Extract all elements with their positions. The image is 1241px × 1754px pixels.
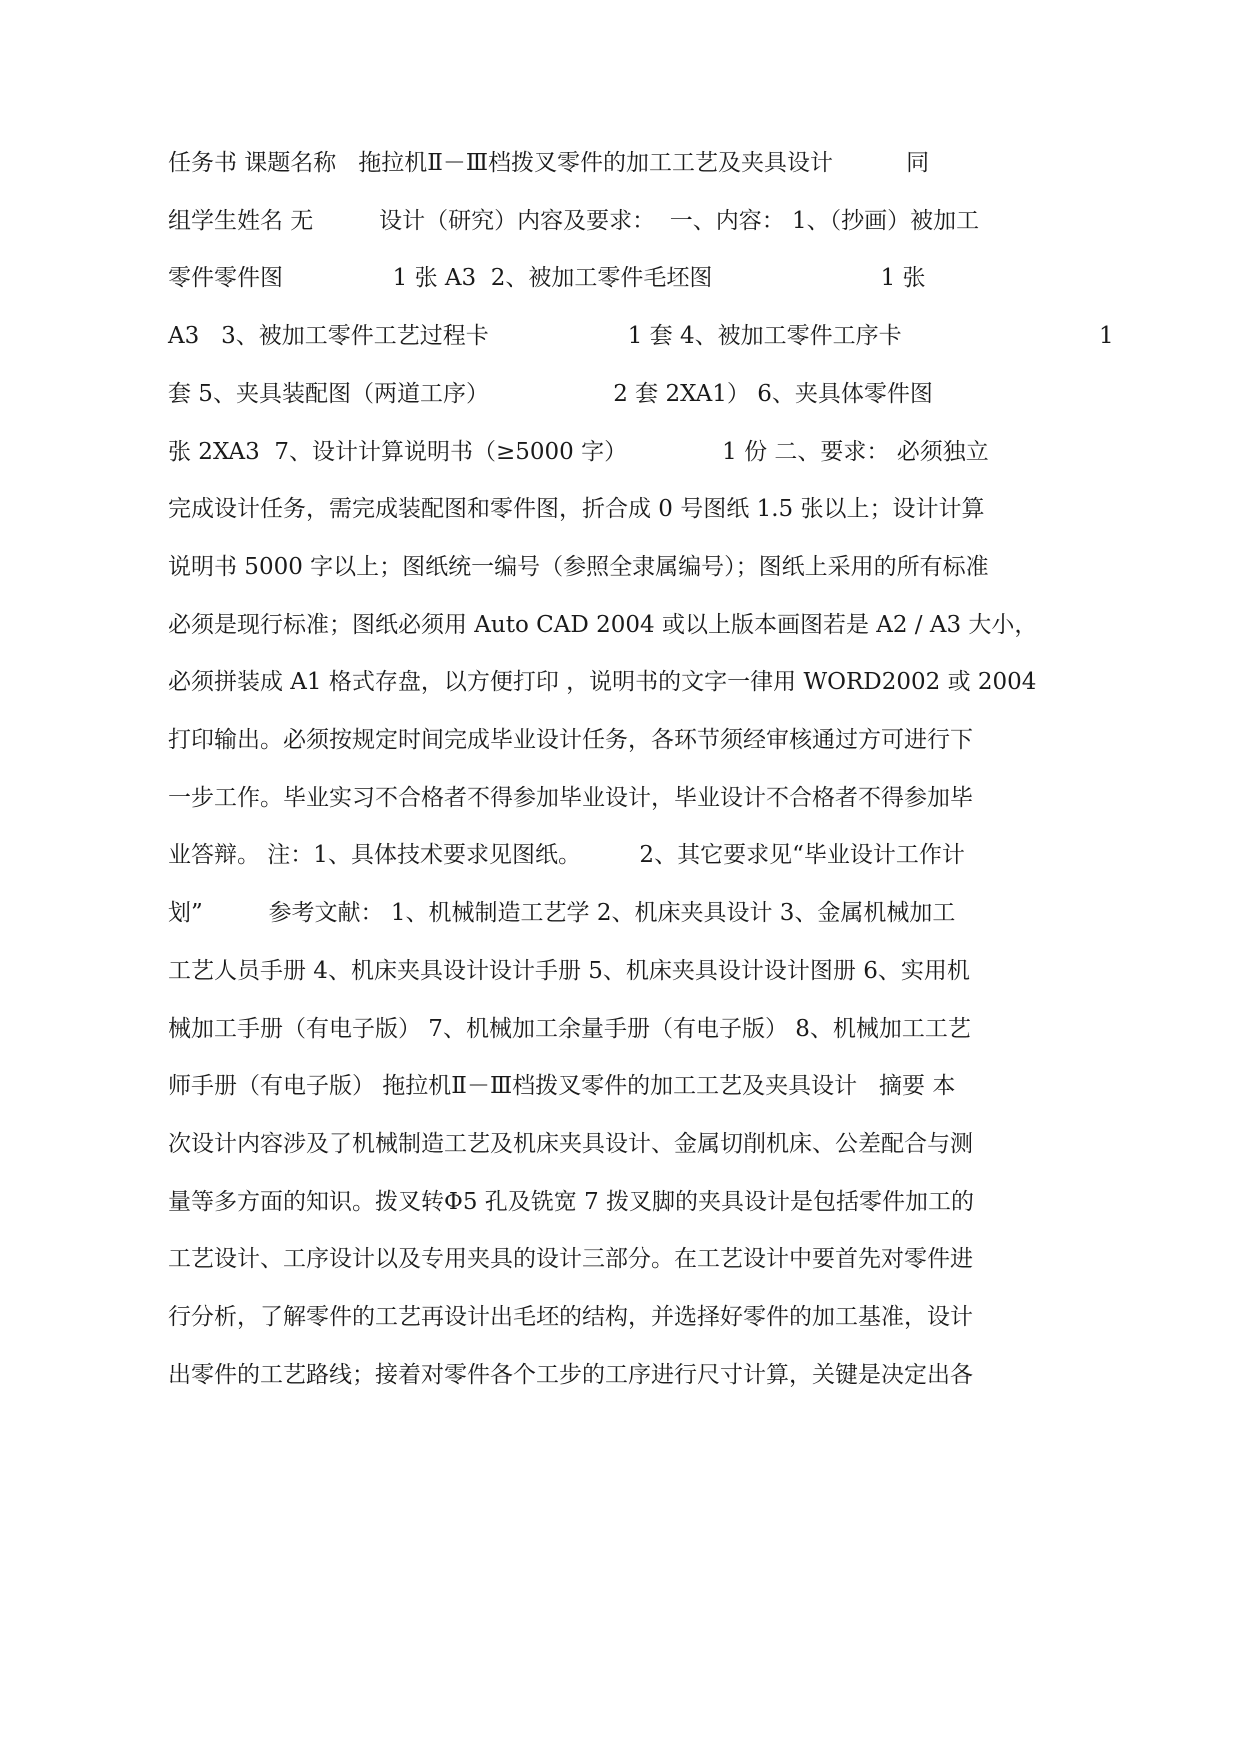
text-line: 必须拼装成 A1 格式存盘，以方便打印 ，说明书的文字一律用 WORD2002 或 2004 (168, 669, 1037, 696)
text-line: 业答辩。 注：1、具体技术要求见图纸。 2、其它要求见“毕业设计工作计 (168, 842, 965, 869)
text-line: 说明书 5000 字以上；图纸统一编号（参照全隶属编号）；图纸上采用的所有标准 (168, 553, 989, 580)
text-line: 量等多方面的知识。拨叉转Φ5 孔及铣宽 7 拨叉脚的夹具设计是包括零件加工的 (168, 1188, 975, 1215)
text-line: 套 5、夹具装配图（两道工序） 2 套 2XA1） 6、夹具体零件图 (168, 380, 933, 407)
text-line: 组学生姓名 无 设计（研究）内容及要求： 一、内容： 1、（抄画）被加工 (168, 207, 980, 234)
text-line: 师手册（有电子版） 拖拉机Ⅱ－Ⅲ档拨叉零件的加工工艺及夹具设计 摘要 本 (168, 1073, 956, 1100)
text-line: 打印输出。必须按规定时间完成毕业设计任务，各环节须经审核通过方可进行下 (168, 727, 973, 753)
text-line: 械加工手册（有电子版） 7、机械加工余量手册（有电子版） 8、机械加工工艺 (168, 1015, 971, 1042)
text-line: A3 3、被加工零件工艺过程卡 1 套 4、被加工零件工序卡 1 (168, 323, 1114, 350)
text-line: 工艺人员手册 4、机床夹具设计设计手册 5、机床夹具设计设计图册 6、实用机 (168, 957, 970, 984)
text-line: 工艺设计、工序设计以及专用夹具的设计三部分。在工艺设计中要首先对零件进 (168, 1246, 973, 1273)
text-line: 必须是现行标准；图纸必须用 Auto CAD 2004 或以上版本画图若是 A2 / A3 大小， (168, 611, 1038, 638)
text-line: 任务书 课题名称 拖拉机Ⅱ－Ⅲ档拨叉零件的加工工艺及夹具设计 同 (168, 150, 930, 176)
text-line: 零件零件图 1 张 A3 2、被加工零件毛坯图 1 张 (168, 265, 926, 292)
text-line: 出零件的工艺路线；接着对零件各个工步的工序进行尺寸计算，关键是决定出各 (168, 1361, 973, 1388)
text-line: 完成设计任务，需完成装配图和零件图，折合成 0 号图纸 1.5 张以上；设计计算 (168, 496, 985, 523)
text-line: 行分析，了解零件的工艺再设计出毛坯的结构，并选择好零件的加工基准，设计 (168, 1304, 973, 1330)
text-line: 划” 参考文献： 1、机械制造工艺学 2、机床夹具设计 3、金属机械加工 (168, 900, 956, 927)
text-line: 次设计内容涉及了机械制造工艺及机床夹具设计、金属切削机床、公差配合与测 (168, 1130, 973, 1157)
text-line: 张 2XA3 7、设计计算说明书（≥5000 字） 1 份 二、要求： 必须独立 (168, 438, 989, 465)
text-line: 一步工作。毕业实习不合格者不得参加毕业设计，毕业设计不合格者不得参加毕 (168, 784, 973, 811)
